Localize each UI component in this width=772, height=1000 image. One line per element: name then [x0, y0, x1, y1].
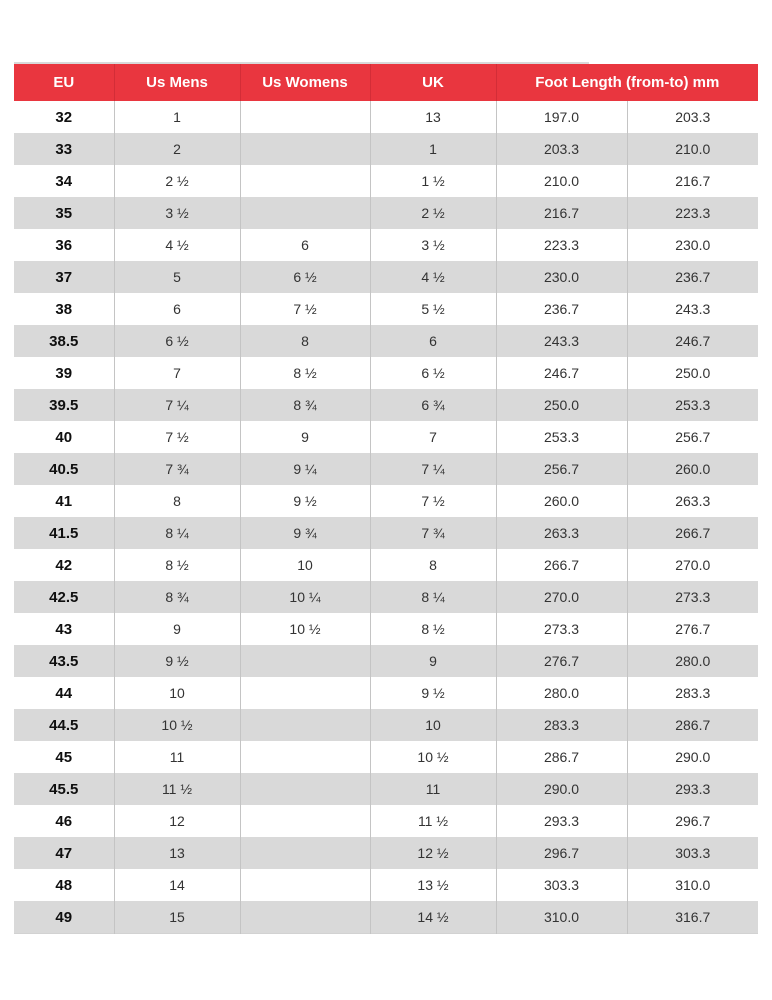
cell-us-womens: 9 ½	[240, 485, 370, 517]
col-header-us-mens: Us Mens	[114, 64, 240, 101]
table-row	[14, 197, 758, 229]
cell-foot-to: 216.7	[627, 165, 758, 197]
cell-foot-to: 266.7	[627, 517, 758, 549]
cell-uk: 14 ½	[370, 901, 496, 934]
table-row	[14, 165, 758, 197]
cell-foot-to: 210.0	[627, 133, 758, 165]
cell-eu: 49	[14, 901, 114, 934]
table-header	[14, 64, 758, 101]
table-row	[14, 485, 758, 517]
table-row	[14, 901, 758, 934]
cell-foot-from: 246.7	[496, 357, 627, 389]
cell-eu: 38	[14, 293, 114, 325]
size-conversion-table	[14, 64, 758, 934]
cell-foot-from: 210.0	[496, 165, 627, 197]
table-row	[14, 517, 758, 549]
cell-eu: 39.5	[14, 389, 114, 421]
table-row	[14, 613, 758, 645]
cell-us-mens: 4 ½	[114, 229, 240, 261]
cell-foot-to: 246.7	[627, 325, 758, 357]
table-row	[14, 581, 758, 613]
cell-uk: 11 ½	[370, 805, 496, 837]
cell-us-mens: 2 ½	[114, 165, 240, 197]
cell-foot-to: 270.0	[627, 549, 758, 581]
cell-foot-to: 283.3	[627, 677, 758, 709]
cell-foot-from: 280.0	[496, 677, 627, 709]
cell-foot-to: 263.3	[627, 485, 758, 517]
cell-us-womens	[240, 709, 370, 741]
cell-foot-to: 250.0	[627, 357, 758, 389]
cell-us-mens: 8 ½	[114, 549, 240, 581]
cell-uk: 7 ½	[370, 485, 496, 517]
header-row	[14, 64, 758, 101]
cell-foot-to: 290.0	[627, 741, 758, 773]
cell-us-mens: 6	[114, 293, 240, 325]
cell-foot-to: 286.7	[627, 709, 758, 741]
cell-foot-to: 203.3	[627, 101, 758, 133]
cell-us-womens	[240, 901, 370, 934]
cell-us-mens: 15	[114, 901, 240, 934]
cell-foot-from: 230.0	[496, 261, 627, 293]
cell-us-womens: 9 ¾	[240, 517, 370, 549]
col-header-eu: EU	[14, 64, 114, 101]
cell-uk: 1	[370, 133, 496, 165]
cell-eu: 43	[14, 613, 114, 645]
cell-eu: 34	[14, 165, 114, 197]
cell-us-mens: 1	[114, 101, 240, 133]
cell-eu: 37	[14, 261, 114, 293]
cell-foot-from: 250.0	[496, 389, 627, 421]
cell-uk: 11	[370, 773, 496, 805]
cell-us-mens: 9 ½	[114, 645, 240, 677]
cell-foot-to: 293.3	[627, 773, 758, 805]
cell-us-mens: 14	[114, 869, 240, 901]
table-row	[14, 421, 758, 453]
table-row	[14, 101, 758, 133]
cell-us-womens: 9 ¼	[240, 453, 370, 485]
cell-uk: 8 ½	[370, 613, 496, 645]
cell-uk: 10	[370, 709, 496, 741]
cell-us-mens: 7 ½	[114, 421, 240, 453]
cell-eu: 45.5	[14, 773, 114, 805]
cell-foot-from: 266.7	[496, 549, 627, 581]
cell-foot-from: 290.0	[496, 773, 627, 805]
cell-foot-to: 223.3	[627, 197, 758, 229]
cell-foot-from: 223.3	[496, 229, 627, 261]
cell-eu: 39	[14, 357, 114, 389]
cell-eu: 35	[14, 197, 114, 229]
cell-us-mens: 12	[114, 805, 240, 837]
table-row	[14, 709, 758, 741]
cell-us-womens	[240, 165, 370, 197]
cell-eu: 44.5	[14, 709, 114, 741]
cell-foot-from: 286.7	[496, 741, 627, 773]
table-row	[14, 325, 758, 357]
cell-us-womens	[240, 837, 370, 869]
cell-foot-from: 197.0	[496, 101, 627, 133]
cell-uk: 7	[370, 421, 496, 453]
cell-foot-from: 256.7	[496, 453, 627, 485]
cell-foot-to: 280.0	[627, 645, 758, 677]
cell-us-mens: 11	[114, 741, 240, 773]
cell-uk: 7 ¼	[370, 453, 496, 485]
table-body	[14, 101, 758, 934]
cell-eu: 40	[14, 421, 114, 453]
cell-eu: 45	[14, 741, 114, 773]
cell-eu: 42	[14, 549, 114, 581]
cell-uk: 7 ¾	[370, 517, 496, 549]
cell-foot-from: 203.3	[496, 133, 627, 165]
cell-us-mens: 7	[114, 357, 240, 389]
table-row	[14, 453, 758, 485]
cell-us-womens	[240, 677, 370, 709]
cell-foot-to: 243.3	[627, 293, 758, 325]
table-row	[14, 293, 758, 325]
cell-foot-to: 230.0	[627, 229, 758, 261]
size-chart-container	[14, 62, 758, 934]
cell-uk: 6 ¾	[370, 389, 496, 421]
cell-foot-to: 303.3	[627, 837, 758, 869]
cell-foot-from: 253.3	[496, 421, 627, 453]
cell-uk: 5 ½	[370, 293, 496, 325]
cell-us-womens: 8 ½	[240, 357, 370, 389]
table-row	[14, 229, 758, 261]
cell-us-mens: 8 ¾	[114, 581, 240, 613]
table-row	[14, 869, 758, 901]
cell-us-mens: 11 ½	[114, 773, 240, 805]
cell-us-womens: 10 ½	[240, 613, 370, 645]
cell-us-womens: 10	[240, 549, 370, 581]
cell-foot-to: 256.7	[627, 421, 758, 453]
cell-uk: 3 ½	[370, 229, 496, 261]
table-row	[14, 389, 758, 421]
cell-uk: 9	[370, 645, 496, 677]
cell-eu: 43.5	[14, 645, 114, 677]
cell-foot-to: 310.0	[627, 869, 758, 901]
cell-us-womens	[240, 741, 370, 773]
cell-foot-from: 263.3	[496, 517, 627, 549]
cell-eu: 33	[14, 133, 114, 165]
cell-foot-from: 296.7	[496, 837, 627, 869]
cell-us-womens	[240, 805, 370, 837]
cell-foot-to: 273.3	[627, 581, 758, 613]
cell-foot-from: 243.3	[496, 325, 627, 357]
cell-foot-from: 303.3	[496, 869, 627, 901]
cell-foot-from: 310.0	[496, 901, 627, 934]
cell-us-mens: 10 ½	[114, 709, 240, 741]
cell-eu: 42.5	[14, 581, 114, 613]
cell-eu: 41	[14, 485, 114, 517]
cell-foot-to: 236.7	[627, 261, 758, 293]
cell-foot-to: 276.7	[627, 613, 758, 645]
cell-foot-from: 236.7	[496, 293, 627, 325]
cell-us-womens	[240, 133, 370, 165]
cell-us-womens: 8	[240, 325, 370, 357]
col-header-us-womens: Us Womens	[240, 64, 370, 101]
cell-uk: 12 ½	[370, 837, 496, 869]
cell-foot-to: 316.7	[627, 901, 758, 934]
cell-uk: 10 ½	[370, 741, 496, 773]
table-row	[14, 133, 758, 165]
cell-foot-from: 283.3	[496, 709, 627, 741]
cell-uk: 6 ½	[370, 357, 496, 389]
cell-eu: 46	[14, 805, 114, 837]
cell-foot-from: 216.7	[496, 197, 627, 229]
cell-uk: 13 ½	[370, 869, 496, 901]
table-row	[14, 549, 758, 581]
table-row	[14, 741, 758, 773]
table-row	[14, 645, 758, 677]
cell-us-mens: 9	[114, 613, 240, 645]
cell-us-womens	[240, 869, 370, 901]
cell-uk: 1 ½	[370, 165, 496, 197]
cell-us-womens: 6	[240, 229, 370, 261]
cell-us-womens	[240, 101, 370, 133]
table-row	[14, 805, 758, 837]
cell-eu: 48	[14, 869, 114, 901]
cell-us-womens	[240, 197, 370, 229]
cell-us-womens: 7 ½	[240, 293, 370, 325]
cell-us-womens	[240, 645, 370, 677]
cell-us-womens	[240, 773, 370, 805]
cell-foot-from: 293.3	[496, 805, 627, 837]
cell-foot-to: 253.3	[627, 389, 758, 421]
cell-eu: 36	[14, 229, 114, 261]
cell-foot-from: 270.0	[496, 581, 627, 613]
cell-us-mens: 6 ½	[114, 325, 240, 357]
table-row	[14, 261, 758, 293]
cell-eu: 38.5	[14, 325, 114, 357]
cell-uk: 8 ¼	[370, 581, 496, 613]
col-header-foot-length: Foot Length (from-to) mm	[496, 64, 758, 101]
cell-eu: 44	[14, 677, 114, 709]
cell-us-mens: 7 ¾	[114, 453, 240, 485]
cell-us-womens: 8 ¾	[240, 389, 370, 421]
cell-us-womens: 6 ½	[240, 261, 370, 293]
cell-us-womens: 10 ¼	[240, 581, 370, 613]
cell-eu: 40.5	[14, 453, 114, 485]
cell-us-mens: 3 ½	[114, 197, 240, 229]
cell-us-mens: 7 ¼	[114, 389, 240, 421]
cell-foot-from: 260.0	[496, 485, 627, 517]
table-row	[14, 773, 758, 805]
cell-foot-to: 296.7	[627, 805, 758, 837]
cell-foot-to: 260.0	[627, 453, 758, 485]
cell-us-womens: 9	[240, 421, 370, 453]
cell-foot-from: 273.3	[496, 613, 627, 645]
cell-uk: 6	[370, 325, 496, 357]
cell-eu: 32	[14, 101, 114, 133]
table-row	[14, 837, 758, 869]
cell-uk: 2 ½	[370, 197, 496, 229]
cell-uk: 9 ½	[370, 677, 496, 709]
table-row	[14, 357, 758, 389]
cell-eu: 47	[14, 837, 114, 869]
cell-us-mens: 10	[114, 677, 240, 709]
table-row	[14, 677, 758, 709]
cell-us-mens: 5	[114, 261, 240, 293]
cell-us-mens: 8	[114, 485, 240, 517]
cell-us-mens: 8 ¼	[114, 517, 240, 549]
cell-uk: 8	[370, 549, 496, 581]
cell-eu: 41.5	[14, 517, 114, 549]
cell-uk: 13	[370, 101, 496, 133]
cell-foot-from: 276.7	[496, 645, 627, 677]
cell-us-mens: 13	[114, 837, 240, 869]
cell-uk: 4 ½	[370, 261, 496, 293]
cell-us-mens: 2	[114, 133, 240, 165]
col-header-uk: UK	[370, 64, 496, 101]
